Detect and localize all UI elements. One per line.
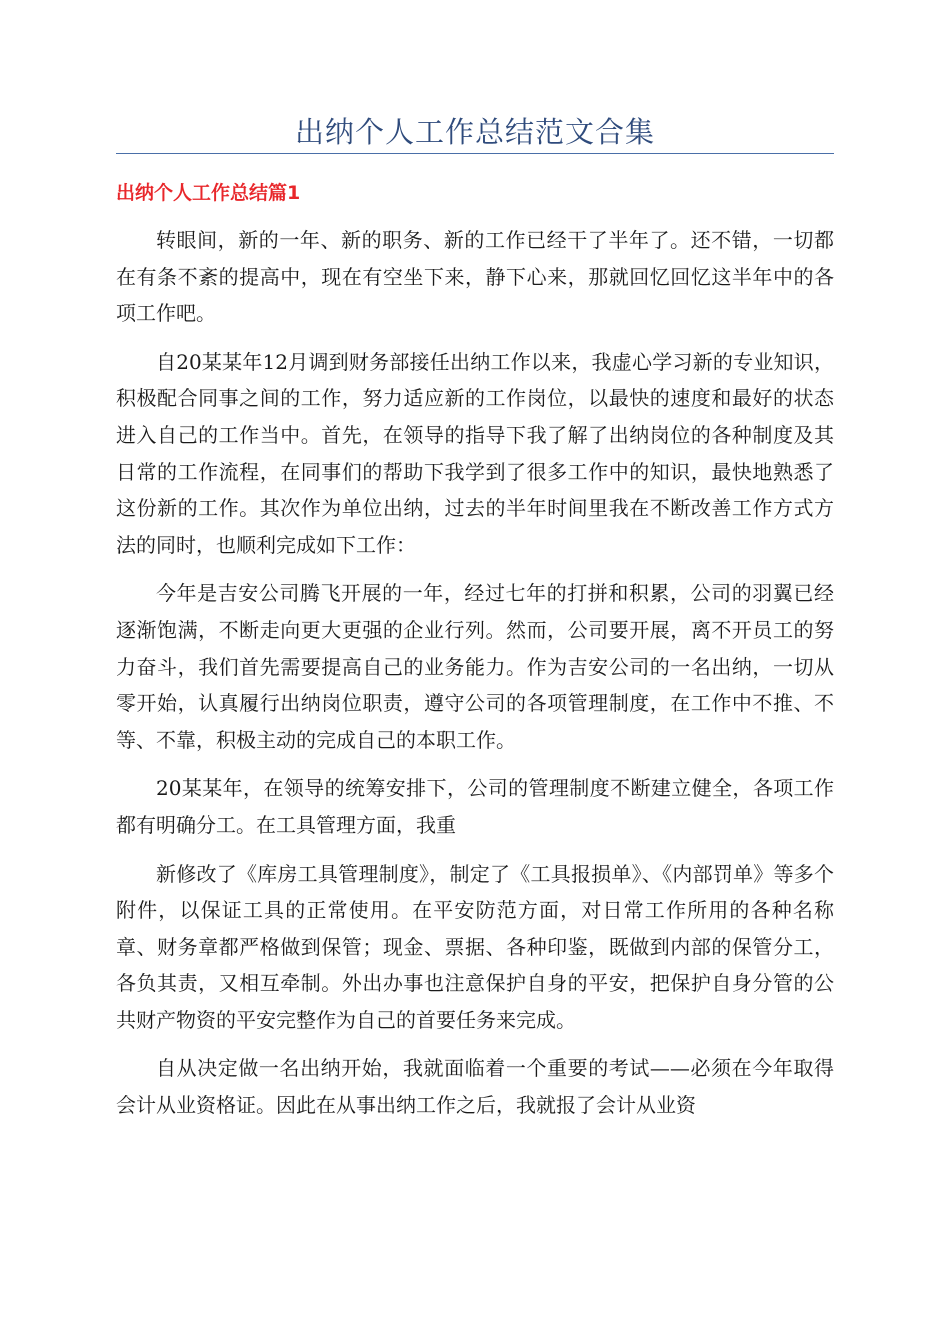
document-body bbox=[116, 222, 834, 1136]
title-underline bbox=[116, 153, 834, 154]
paragraph: 转眼间，新的一年、新的职务、新的工作已经干了半年了。还不错，一切都在有条不紊的提高中，现在有空坐下来，静下心来，那就回忆回忆这半年中的各项工作吧。 bbox=[116, 228, 834, 326]
section-heading: 出纳个人工作总结篇1 bbox=[116, 182, 301, 204]
document-title: 出纳个人工作总结范文合集 bbox=[294, 115, 655, 149]
paragraph: 今年是吉安公司腾飞开展的一年，经过七年的打拼和积累，公司的羽翼已经逐渐饱满，不断走向更大更强的企业行列。然而，公司要开展，离不开员工的努力奋斗，我们首先需要提高自己的业务能力。作为吉安公司的一名出纳，一切从零开始，认真履行出纳岗位职责，遵守公司的各项管理制度，在工作中不推、不等、不靠，积极主动的完成自己的本职工作。 bbox=[116, 581, 834, 752]
paragraph: 自20某某年12月调到财务部接任出纳工作以来，我虚心学习新的专业知识，积极配合同事之间的工作，努力适应新的工作岗位，以最快的速度和最好的状态进入自己的工作当中。首先，在领导的指导下我了解了出纳岗位的各种制度及其日常的工作流程，在同事们的帮助下我学到了很多工作中的知识，最快地熟悉了这份新的工作。其次作为单位出纳，过去的半年时间里我在不断改善工作方式方法的同时，也顺利完成如下工作： bbox=[116, 349, 834, 557]
paragraph: 自从决定做一名出纳开始，我就面临着一个重要的考试——必须在今年取得会计从业资格证。因此在从事出纳工作之后，我就报了会计从业资 bbox=[116, 1056, 834, 1118]
paragraph: 新修改了《库房工具管理制度》，制定了《工具报损单》、《内部罚单》等多个附件，以保证工具的正常使用。在平安防范方面，对日常工作所用的各种名称章、财务章都严格做到保管；现金、票据、各种印鉴，既做到内部的保管分工，各负其责，又相互牵制。外出办事也注意保护自身的平安，把保护自身分管的公共财产物资的平安完整作为自己的首要任务来完成。 bbox=[116, 861, 834, 1032]
paragraph: 20某某年，在领导的统筹安排下，公司的管理制度不断建立健全，各项工作都有明确分工。在工具管理方面，我重 bbox=[116, 776, 834, 837]
